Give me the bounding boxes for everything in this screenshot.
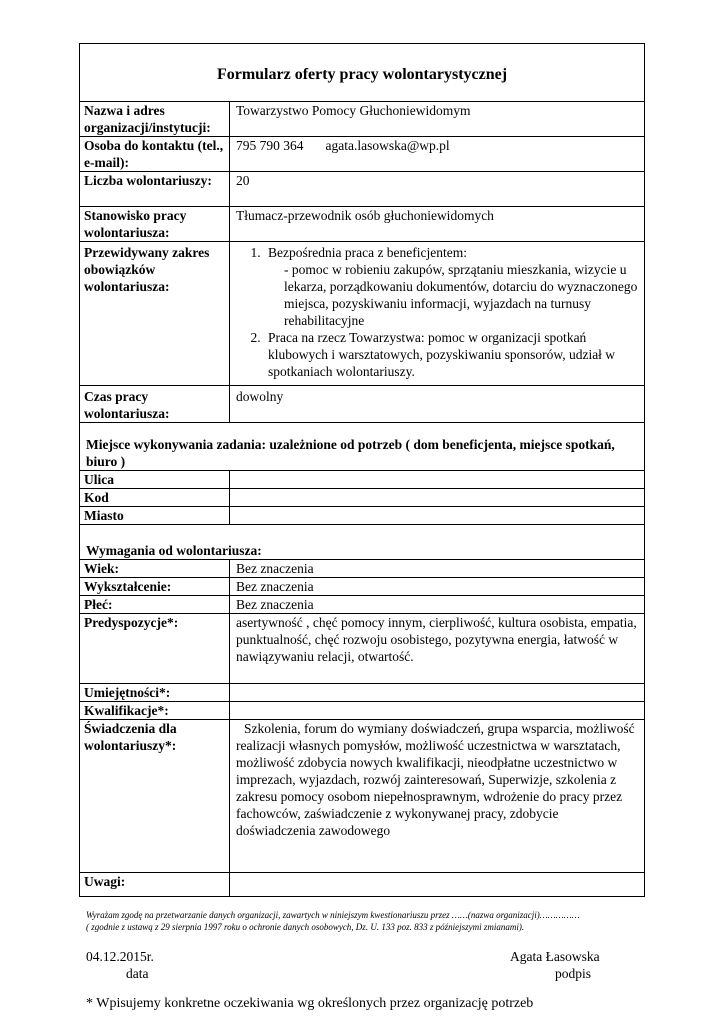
duties-item-2: 2. Praca na rzecz Towarzystwa: pomoc w organizacji spotkań klubowych i warsztatowych, pozyskiwaniu sponsorów, udział w spotkaniach wolontariuszy.	[264, 329, 638, 380]
education-row	[80, 578, 644, 596]
street-label: Ulica	[80, 471, 230, 488]
duties-item-1	[264, 244, 638, 329]
position-label: Stanowisko pracy wolontariusza:	[80, 207, 230, 241]
form-title: Formularz oferty pracy wolontarystycznej	[80, 44, 644, 102]
org-label: Nazwa i adres organizacji/instytucji:	[80, 102, 230, 136]
duties-item-1-sub: - pomoc w robieniu zakupów, sprzątaniu mieszkania, wizycie u lekarza, porządkowaniu dokumentów, dotarciu do wyznaczonego miejsca, pozyskiwaniu informacji, wyjazdach na turnusy rehabilitacyjne	[284, 262, 638, 328]
position-row	[80, 207, 644, 242]
sex-row	[80, 596, 644, 614]
city-value	[230, 507, 644, 524]
contact-label: Osoba do kontaktu (tel., e-mail):	[80, 137, 230, 171]
duties-label: Przewidywany zakres obowiązków wolontariusza:	[80, 242, 230, 385]
footnote: * Wpisujemy konkretne oczekiwania wg określonych przez organizację potrzeb	[86, 996, 534, 1011]
sex-value: Bez znaczenia	[236, 597, 314, 612]
contact-email: agata.lasowska@wp.pl	[325, 138, 450, 153]
duties-row	[80, 242, 644, 386]
contact-phone: 795 790 364	[236, 138, 304, 153]
count-value: 20	[236, 173, 250, 188]
worktime-label: Czas pracy wolontariusza:	[80, 386, 230, 422]
volunteer-offer-form	[79, 43, 645, 897]
notes-label: Uwagi:	[80, 873, 230, 896]
consent-text	[86, 909, 646, 933]
count-label: Liczba wolontariuszy:	[80, 172, 230, 206]
duties-value	[230, 242, 644, 385]
benefits-value: Szkolenia, forum do wymiany doświadczeń, grupa wsparcia, możliwość realizacji własnych pomysłów, możliwość uczestnictwa w warsztatach, możliwość zdobycia nowych kwalifikacji, nieodpłatne uczestnictwo w imprezach, wyjazdach, rozwój zainteresowań, Superwizje, szkolenia z zakresu pomocy osobom niepełnosprawnym, wdrożenie do pracy przez fachowców, zaświadczenie z wykonywanej pracy, zdobycie doświadczenia zawodowego	[236, 721, 635, 838]
education-value: Bez znaczenia	[236, 579, 314, 594]
benefits-row	[80, 720, 644, 873]
consent-line-2: ( zgodnie z ustawą z 29 sierpnia 1997 roku o ochronie danych osobowych, Dz. U. 133 poz. 833 z późniejszymi zmianami).	[86, 922, 525, 932]
signature-date: 04.12.2015r.	[86, 949, 154, 964]
signature-date-label: data	[126, 966, 149, 981]
consent-line-1: Wyrażam zgodę na przetwarzanie danych organizacji, zawartych w niniejszym kwestionariuszu przez ……(nazwa organizacji)……………	[86, 910, 580, 920]
qualifications-row	[80, 702, 644, 720]
duties-item-1-text: 1. Bezpośrednia praca z beneficjentem:	[268, 245, 468, 260]
org-row	[80, 102, 644, 137]
age-label: Wiek:	[80, 560, 230, 577]
city-label: Miasto	[80, 507, 230, 524]
age-row	[80, 560, 644, 578]
skills-row	[80, 684, 644, 702]
worktime-row	[80, 386, 644, 423]
place-heading-row	[80, 423, 644, 471]
skills-value	[230, 684, 644, 701]
requirements-heading-row	[80, 525, 644, 560]
predispositions-value: asertywność , chęć pomocy innym, cierpliwość, kultura osobista, empatia, punktualność, chęć rozwoju osobistego, pozytywna energia, łatwość w nawiązywaniu relacji, otwartość.	[236, 615, 637, 664]
place-heading: Miejsce wykonywania zadania: uzależnione od potrzeb ( dom beneficjenta, miejsce spotkań, biuro )	[86, 437, 615, 469]
contact-row	[80, 137, 644, 172]
city-row	[80, 507, 644, 525]
code-row	[80, 489, 644, 507]
qualifications-label: Kwalifikacje*:	[80, 702, 230, 719]
age-value: Bez znaczenia	[236, 561, 314, 576]
benefits-label: Świadczenia dla wolontariuszy*:	[80, 720, 230, 872]
position-value: Tłumacz-przewodnik osób głuchoniewidomych	[236, 208, 494, 223]
signature-name-label: podpis	[555, 966, 592, 981]
count-row	[80, 172, 644, 207]
qualifications-value	[230, 702, 644, 719]
code-label: Kod	[80, 489, 230, 506]
notes-row	[80, 873, 644, 896]
duties-list	[236, 244, 638, 380]
worktime-value: dowolny	[236, 389, 284, 404]
requirements-heading: Wymagania od wolontariusza:	[86, 543, 262, 558]
sex-label: Płeć:	[80, 596, 230, 613]
predispositions-label: Predyspozycje*:	[80, 614, 230, 683]
org-value: Towarzystwo Pomocy Głuchoniewidomym	[236, 103, 471, 118]
skills-label: Umiejętności*:	[80, 684, 230, 701]
signature-name: Agata Łasowska	[510, 949, 600, 964]
education-label: Wykształcenie:	[80, 578, 230, 595]
street-value	[230, 471, 644, 488]
street-row	[80, 471, 644, 489]
code-value	[230, 489, 644, 506]
notes-value	[230, 873, 644, 896]
predispositions-row	[80, 614, 644, 684]
contact-value	[230, 137, 644, 171]
